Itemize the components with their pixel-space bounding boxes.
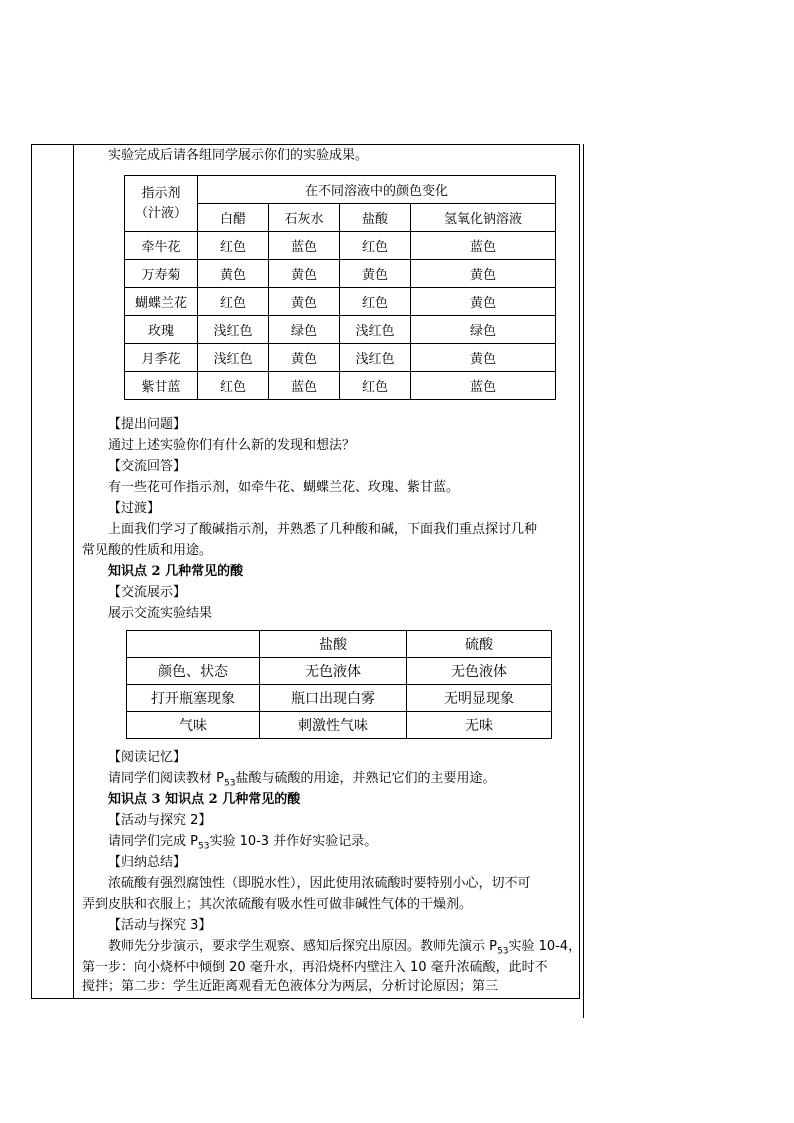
- table-cell: 黄色: [269, 288, 340, 316]
- table-row: [125, 344, 556, 372]
- table-cell: 红色: [340, 372, 411, 400]
- text-run: 请同学们完成 P: [108, 834, 198, 849]
- page-subscript: 53: [496, 946, 509, 957]
- table-cell: 无明显现象: [407, 685, 552, 712]
- section-heading: 【过渡】: [108, 501, 161, 516]
- table1-col-header: 石灰水: [269, 204, 340, 232]
- section-body: 通过上述实验你们有什么新的发现和想法？: [108, 438, 356, 453]
- section-body: 浓硫酸有强烈腐蚀性（即脱水性），因此使用浓硫酸时要特别小心，切不可: [108, 876, 531, 891]
- table-cell: 浅红色: [340, 316, 411, 344]
- section-body: 第一步：向小烧杯中倾倒 20 毫升水，再沿烧杯内壁注入 10 毫升浓硫酸，此时不: [82, 960, 548, 975]
- section-heading: 【阅读记忆】: [108, 750, 187, 765]
- text-run: 实验 10-4，: [508, 939, 582, 954]
- text-run: 教师先分步演示，要求学生观察、感知后探究出原因。教师先演示 P: [108, 939, 497, 954]
- text-run: 请同学们阅读教材 P: [108, 771, 224, 786]
- table-cell: 刺激性气味: [260, 712, 407, 739]
- table-cell: 黄色: [198, 260, 269, 288]
- table-cell: 黄色: [269, 344, 340, 372]
- table-cell: 绿色: [411, 316, 556, 344]
- corner-line-2: （汁液）: [134, 205, 187, 221]
- section-heading: 【活动与探究 3】: [108, 918, 212, 933]
- text-run: 盐酸与硫酸的用途，并熟记它们的主要用途。: [235, 771, 496, 786]
- table-cell: 颜色、状态: [127, 658, 260, 685]
- corner-line-1: 指示剂: [141, 185, 181, 201]
- section-heading: 【交流回答】: [108, 459, 187, 474]
- table-cell: 瓶口出现白雾: [260, 685, 407, 712]
- table-cell: 红色: [198, 288, 269, 316]
- knowledge-point-title: 知识点 3 知识点 2 几种常见的酸: [108, 792, 301, 807]
- table1-col-header: 氢氧化钠溶液: [411, 204, 556, 232]
- table-cell: 浅红色: [340, 344, 411, 372]
- table-cell: 黄色: [340, 260, 411, 288]
- section-heading: 【活动与探究 2】: [108, 813, 212, 828]
- section-body: 弄到皮肤和衣服上；其次浓硫酸有吸水性可做非碱性气体的干燥剂。: [82, 897, 473, 912]
- table-row: [127, 658, 552, 685]
- table-row: [125, 288, 556, 316]
- table-row: [125, 316, 556, 344]
- table-cell: 无色液体: [407, 658, 552, 685]
- table-cell: 万寿菊: [125, 260, 198, 288]
- table-row: [125, 260, 556, 288]
- table-cell: 蓝色: [269, 372, 340, 400]
- table-cell: 玫瑰: [125, 316, 198, 344]
- table-cell: 红色: [340, 232, 411, 260]
- table-cell: 牵牛花: [125, 232, 198, 260]
- table-cell: 蝴蝶兰花: [125, 288, 198, 316]
- table-cell: 黄色: [411, 288, 556, 316]
- table-cell: 浅红色: [198, 344, 269, 372]
- table-cell: 蓝色: [411, 372, 556, 400]
- table-row: [127, 685, 552, 712]
- table-row: [127, 712, 552, 739]
- table-cell: 月季花: [125, 344, 198, 372]
- table-cell: 蓝色: [269, 232, 340, 260]
- table1-col-header: 白醋: [198, 204, 269, 232]
- table-cell: 气味: [127, 712, 260, 739]
- table1-corner: [125, 176, 198, 232]
- section-heading: 【交流展示】: [108, 585, 187, 600]
- text-run: 实验 10-3 并作好实验记录。: [209, 834, 378, 849]
- table1-col-header: 盐酸: [340, 204, 411, 232]
- table-cell: 绿色: [269, 316, 340, 344]
- table-cell: 无味: [407, 712, 552, 739]
- table-cell: 无色液体: [260, 658, 407, 685]
- table-cell: 蓝色: [411, 232, 556, 260]
- table-row: [125, 232, 556, 260]
- section-body: 展示交流实验结果: [108, 606, 213, 621]
- column-divider: [73, 145, 74, 998]
- page-subscript: 53: [223, 778, 236, 789]
- table-cell: [127, 631, 260, 658]
- acid-properties-table: [126, 630, 552, 739]
- section-body: 常见酸的性质和用途。: [82, 543, 213, 558]
- table-cell: 红色: [340, 288, 411, 316]
- table1-group-header: 在不同溶液中的颜色变化: [198, 176, 556, 204]
- section-heading: 【归纳总结】: [108, 855, 187, 870]
- table-cell: 紫甘蓝: [125, 372, 198, 400]
- table2-col-header: 硫酸: [407, 631, 552, 658]
- table-cell: 黄色: [269, 260, 340, 288]
- knowledge-point-title: 知识点 2 几种常见的酸: [108, 564, 244, 579]
- section-body: 上面我们学习了酸碱指示剂，并熟悉了几种酸和碱，下面我们重点探讨几种: [108, 522, 538, 537]
- table-row: [127, 631, 552, 658]
- margin-rule: [583, 144, 584, 1018]
- table-cell: 黄色: [411, 260, 556, 288]
- section-body: 有一些花可作指示剂，如牵牛花、蝴蝶兰花、玫瑰、紫甘蓝。: [108, 480, 460, 495]
- intro-text: 实验完成后请各组同学展示你们的实验成果。: [108, 148, 369, 163]
- section-body: 搅拌；第二步：学生近距离观看无色液体分为两层，分析讨论原因；第三: [82, 979, 499, 994]
- table-cell: 浅红色: [198, 316, 269, 344]
- table-cell: 红色: [198, 232, 269, 260]
- section-heading: 【提出问题】: [108, 417, 187, 432]
- page-subscript: 53: [197, 841, 210, 852]
- table-cell: 黄色: [411, 344, 556, 372]
- table-cell: 红色: [198, 372, 269, 400]
- table2-col-header: 盐酸: [260, 631, 407, 658]
- table-row: [125, 372, 556, 400]
- table-cell: 打开瓶塞现象: [127, 685, 260, 712]
- indicator-table: [124, 175, 556, 400]
